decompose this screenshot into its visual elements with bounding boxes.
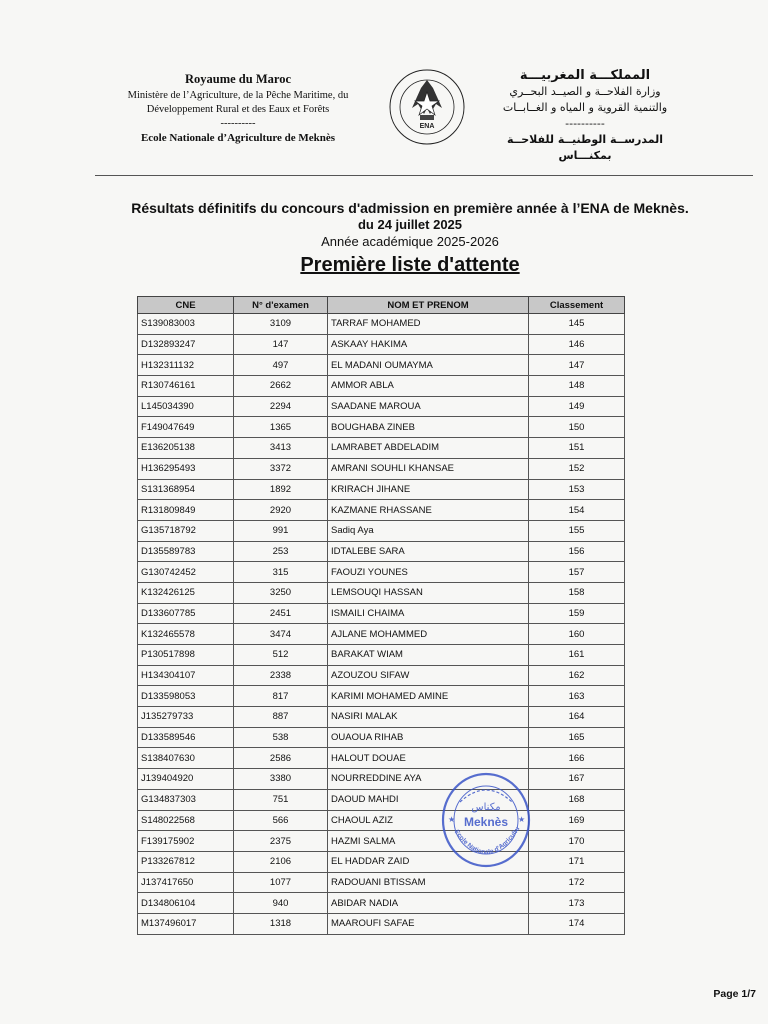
rank-cell: 145	[529, 314, 625, 335]
table-row	[138, 562, 625, 583]
exam-number-cell: 253	[234, 541, 328, 562]
exam-number-cell: 3380	[234, 769, 328, 790]
exam-number-cell: 1892	[234, 479, 328, 500]
rank-cell: 159	[529, 603, 625, 624]
table-row	[138, 831, 625, 852]
stamp-school-text: Ecole Nationale d'Agricultu	[452, 825, 522, 857]
cne-cell: R131809849	[138, 500, 234, 521]
cne-cell: F149047649	[138, 417, 234, 438]
rank-cell: 146	[529, 334, 625, 355]
name-cell: AMRANI SOUHLI KHANSAE	[328, 458, 529, 479]
table-row	[138, 665, 625, 686]
rank-cell: 174	[529, 913, 625, 934]
cne-cell: E136205138	[138, 438, 234, 459]
separator-ar: ----------	[565, 117, 605, 130]
name-cell: TARRAF MOHAMED	[328, 314, 529, 335]
exam-number-cell: 512	[234, 645, 328, 666]
exam-number-cell: 3372	[234, 458, 328, 479]
cne-cell: L145034390	[138, 396, 234, 417]
name-cell: AZOUZOU SIFAW	[328, 665, 529, 686]
cne-cell: S148022568	[138, 810, 234, 831]
header-right-block	[495, 68, 675, 164]
rank-cell: 162	[529, 665, 625, 686]
rank-cell: 155	[529, 520, 625, 541]
cne-cell: G135718792	[138, 520, 234, 541]
table-row	[138, 810, 625, 831]
cne-cell: H134304107	[138, 665, 234, 686]
kingdom-title-ar: المملكـــة المغربيـــة	[519, 68, 651, 83]
page-number: Page 1/7	[713, 988, 756, 1000]
rank-cell: 161	[529, 645, 625, 666]
name-cell: OUAOUA RIHAB	[328, 727, 529, 748]
table-row	[138, 707, 625, 728]
cne-cell: K132465578	[138, 624, 234, 645]
name-cell: ABIDAR NADIA	[328, 893, 529, 914]
rank-cell: 166	[529, 748, 625, 769]
cne-cell: G130742452	[138, 562, 234, 583]
column-header-cne: CNE	[138, 297, 234, 314]
exam-number-cell: 3109	[234, 314, 328, 335]
name-cell: DAOUD MAHDI	[328, 789, 529, 810]
kingdom-title-fr: Royaume du Maroc	[184, 72, 291, 86]
rank-cell: 153	[529, 479, 625, 500]
exam-number-cell: 1365	[234, 417, 328, 438]
name-cell: IDTALEBE SARA	[328, 541, 529, 562]
name-cell: EL HADDAR ZAID	[328, 851, 529, 872]
exam-number-cell: 2451	[234, 603, 328, 624]
rank-cell: 170	[529, 831, 625, 852]
table-row	[138, 913, 625, 934]
table-row	[138, 748, 625, 769]
name-cell: EL MADANI OUMAYMA	[328, 355, 529, 376]
name-cell: LEMSOUQI HASSAN	[328, 582, 529, 603]
school-name-ar: المدرســة الوطنيــة للفلاحــة بمكنـــاس	[507, 133, 663, 162]
school-name-fr: Ecole Nationale d’Agriculture de Meknès	[140, 132, 336, 144]
table-row	[138, 500, 625, 521]
rank-cell: 156	[529, 541, 625, 562]
exam-number-cell: 3474	[234, 624, 328, 645]
name-cell: MAAROUFI SAFAE	[328, 913, 529, 934]
exam-number-cell: 751	[234, 789, 328, 810]
name-cell: KAZMANE RHASSANE	[328, 500, 529, 521]
exam-number-cell: 2106	[234, 851, 328, 872]
exam-number-cell: 887	[234, 707, 328, 728]
column-header-name: NOM ET PRENOM	[328, 297, 529, 314]
rank-cell: 164	[529, 707, 625, 728]
cne-cell: H132311132	[138, 355, 234, 376]
rank-cell: 149	[529, 396, 625, 417]
name-cell: ASKAAY HAKIMA	[328, 334, 529, 355]
rank-cell: 154	[529, 500, 625, 521]
table-row	[138, 624, 625, 645]
rank-cell: 163	[529, 686, 625, 707]
cne-cell: K132426125	[138, 582, 234, 603]
cne-cell: G134837303	[138, 789, 234, 810]
table-row	[138, 769, 625, 790]
cne-cell: P133267812	[138, 851, 234, 872]
table-row	[138, 603, 625, 624]
cne-cell: R130746161	[138, 376, 234, 397]
exam-number-cell: 2920	[234, 500, 328, 521]
cne-cell: M137496017	[138, 913, 234, 934]
title-block	[100, 200, 720, 278]
ministry-line1-ar: وزارة الفلاحــة و الصيــد البحــري	[509, 85, 661, 98]
stamp-city: Meknès	[463, 815, 509, 829]
official-stamp	[440, 770, 532, 870]
svg-text:★: ★	[448, 815, 456, 824]
column-header-exam-number: N° d'examen	[234, 297, 328, 314]
ministry-line1-fr: Ministère de l’Agriculture, de la Pêche Maritime, du	[127, 90, 349, 101]
ministry-line2-fr: Développement Rural et des Eaux et Forêts	[146, 104, 330, 115]
rank-cell: 148	[529, 376, 625, 397]
name-cell: Sadiq Aya	[328, 520, 529, 541]
name-cell: FAOUZI YOUNES	[328, 562, 529, 583]
exam-number-cell: 3250	[234, 582, 328, 603]
table-header-row	[138, 297, 625, 314]
cne-cell: D134806104	[138, 893, 234, 914]
ministry-line2-ar: والتنمية القروية و المياه و الغــابــات	[502, 101, 668, 114]
name-cell: CHAOUL AZIZ	[328, 810, 529, 831]
exam-number-cell: 2294	[234, 396, 328, 417]
name-cell: HAZMI SALMA	[328, 831, 529, 852]
svg-text:Ecole Nationale d'Agriculture	[440, 770, 521, 856]
table-row	[138, 851, 625, 872]
rank-cell: 160	[529, 624, 625, 645]
name-cell: ISMAILI CHAIMA	[328, 603, 529, 624]
name-cell: RADOUANI BTISSAM	[328, 872, 529, 893]
exam-date: du 24 juillet 2025	[357, 217, 463, 232]
cne-cell: H136295493	[138, 458, 234, 479]
table-body	[138, 314, 625, 935]
results-table	[137, 296, 625, 935]
table-row	[138, 479, 625, 500]
table-row	[138, 872, 625, 893]
logo-label: ENA	[419, 123, 435, 130]
exam-number-cell: 940	[234, 893, 328, 914]
list-title: Première liste d'attente	[300, 254, 520, 276]
name-cell: AMMOR ABLA	[328, 376, 529, 397]
rank-cell: 158	[529, 582, 625, 603]
column-header-rank: Classement	[529, 297, 625, 314]
results-title: Résultats définitifs du concours d'admission en première année à l’ENA de Meknès.	[131, 200, 689, 216]
exam-number-cell: 2586	[234, 748, 328, 769]
exam-number-cell: 1318	[234, 913, 328, 934]
table-row	[138, 417, 625, 438]
cne-cell: P130517898	[138, 645, 234, 666]
table-row	[138, 438, 625, 459]
rank-cell: 171	[529, 851, 625, 872]
name-cell: BOUGHABA ZINEB	[328, 417, 529, 438]
cne-cell: D133589546	[138, 727, 234, 748]
table-row	[138, 520, 625, 541]
table-row	[138, 789, 625, 810]
rank-cell: 169	[529, 810, 625, 831]
exam-number-cell: 315	[234, 562, 328, 583]
name-cell: SAADANE MAROUA	[328, 396, 529, 417]
exam-number-cell: 2338	[234, 665, 328, 686]
table-row	[138, 727, 625, 748]
separator-fr: ----------	[220, 118, 256, 129]
exam-number-cell: 1077	[234, 872, 328, 893]
name-cell: BARAKAT WIAM	[328, 645, 529, 666]
cne-cell: S138407630	[138, 748, 234, 769]
header-left-block	[88, 72, 388, 145]
rank-cell: 147	[529, 355, 625, 376]
name-cell: LAMRABET ABDELADIM	[328, 438, 529, 459]
cne-cell: F139175902	[138, 831, 234, 852]
table-row	[138, 355, 625, 376]
header-divider	[95, 175, 753, 176]
cne-cell: J139404920	[138, 769, 234, 790]
table-row	[138, 645, 625, 666]
exam-number-cell: 2375	[234, 831, 328, 852]
table-row	[138, 893, 625, 914]
rank-cell: 167	[529, 769, 625, 790]
exam-number-cell: 538	[234, 727, 328, 748]
rank-cell: 151	[529, 438, 625, 459]
table-row	[138, 541, 625, 562]
cne-cell: J135279733	[138, 707, 234, 728]
exam-number-cell: 2662	[234, 376, 328, 397]
exam-number-cell: 991	[234, 520, 328, 541]
exam-number-cell: 497	[234, 355, 328, 376]
table-row	[138, 376, 625, 397]
exam-number-cell: 3413	[234, 438, 328, 459]
svg-text:مكناس: مكناس	[471, 802, 501, 813]
name-cell: HALOUT DOUAE	[328, 748, 529, 769]
rank-cell: 165	[529, 727, 625, 748]
name-cell: NASIRI MALAK	[328, 707, 529, 728]
cne-cell: D132893247	[138, 334, 234, 355]
cne-cell: J137417650	[138, 872, 234, 893]
name-cell: KARIMI MOHAMED AMINE	[328, 686, 529, 707]
exam-number-cell: 817	[234, 686, 328, 707]
table-row	[138, 334, 625, 355]
svg-text:★: ★	[518, 815, 526, 824]
name-cell: AJLANE MOHAMMED	[328, 624, 529, 645]
rank-cell: 173	[529, 893, 625, 914]
cne-cell: S131368954	[138, 479, 234, 500]
name-cell: NOURREDDINE AYA	[328, 769, 529, 790]
cne-cell: D135589783	[138, 541, 234, 562]
academic-year: Année académique 2025-2026	[321, 234, 499, 249]
name-cell: KRIRACH JIHANE	[328, 479, 529, 500]
cne-cell: D133607785	[138, 603, 234, 624]
table-row	[138, 582, 625, 603]
rank-cell: 168	[529, 789, 625, 810]
rank-cell: 150	[529, 417, 625, 438]
cne-cell: D133598053	[138, 686, 234, 707]
table-row	[138, 396, 625, 417]
table-row	[138, 458, 625, 479]
rank-cell: 172	[529, 872, 625, 893]
table-row	[138, 686, 625, 707]
ena-logo	[388, 68, 466, 146]
exam-number-cell: 566	[234, 810, 328, 831]
exam-number-cell: 147	[234, 334, 328, 355]
cne-cell: S139083003	[138, 314, 234, 335]
rank-cell: 157	[529, 562, 625, 583]
rank-cell: 152	[529, 458, 625, 479]
table-row	[138, 314, 625, 335]
